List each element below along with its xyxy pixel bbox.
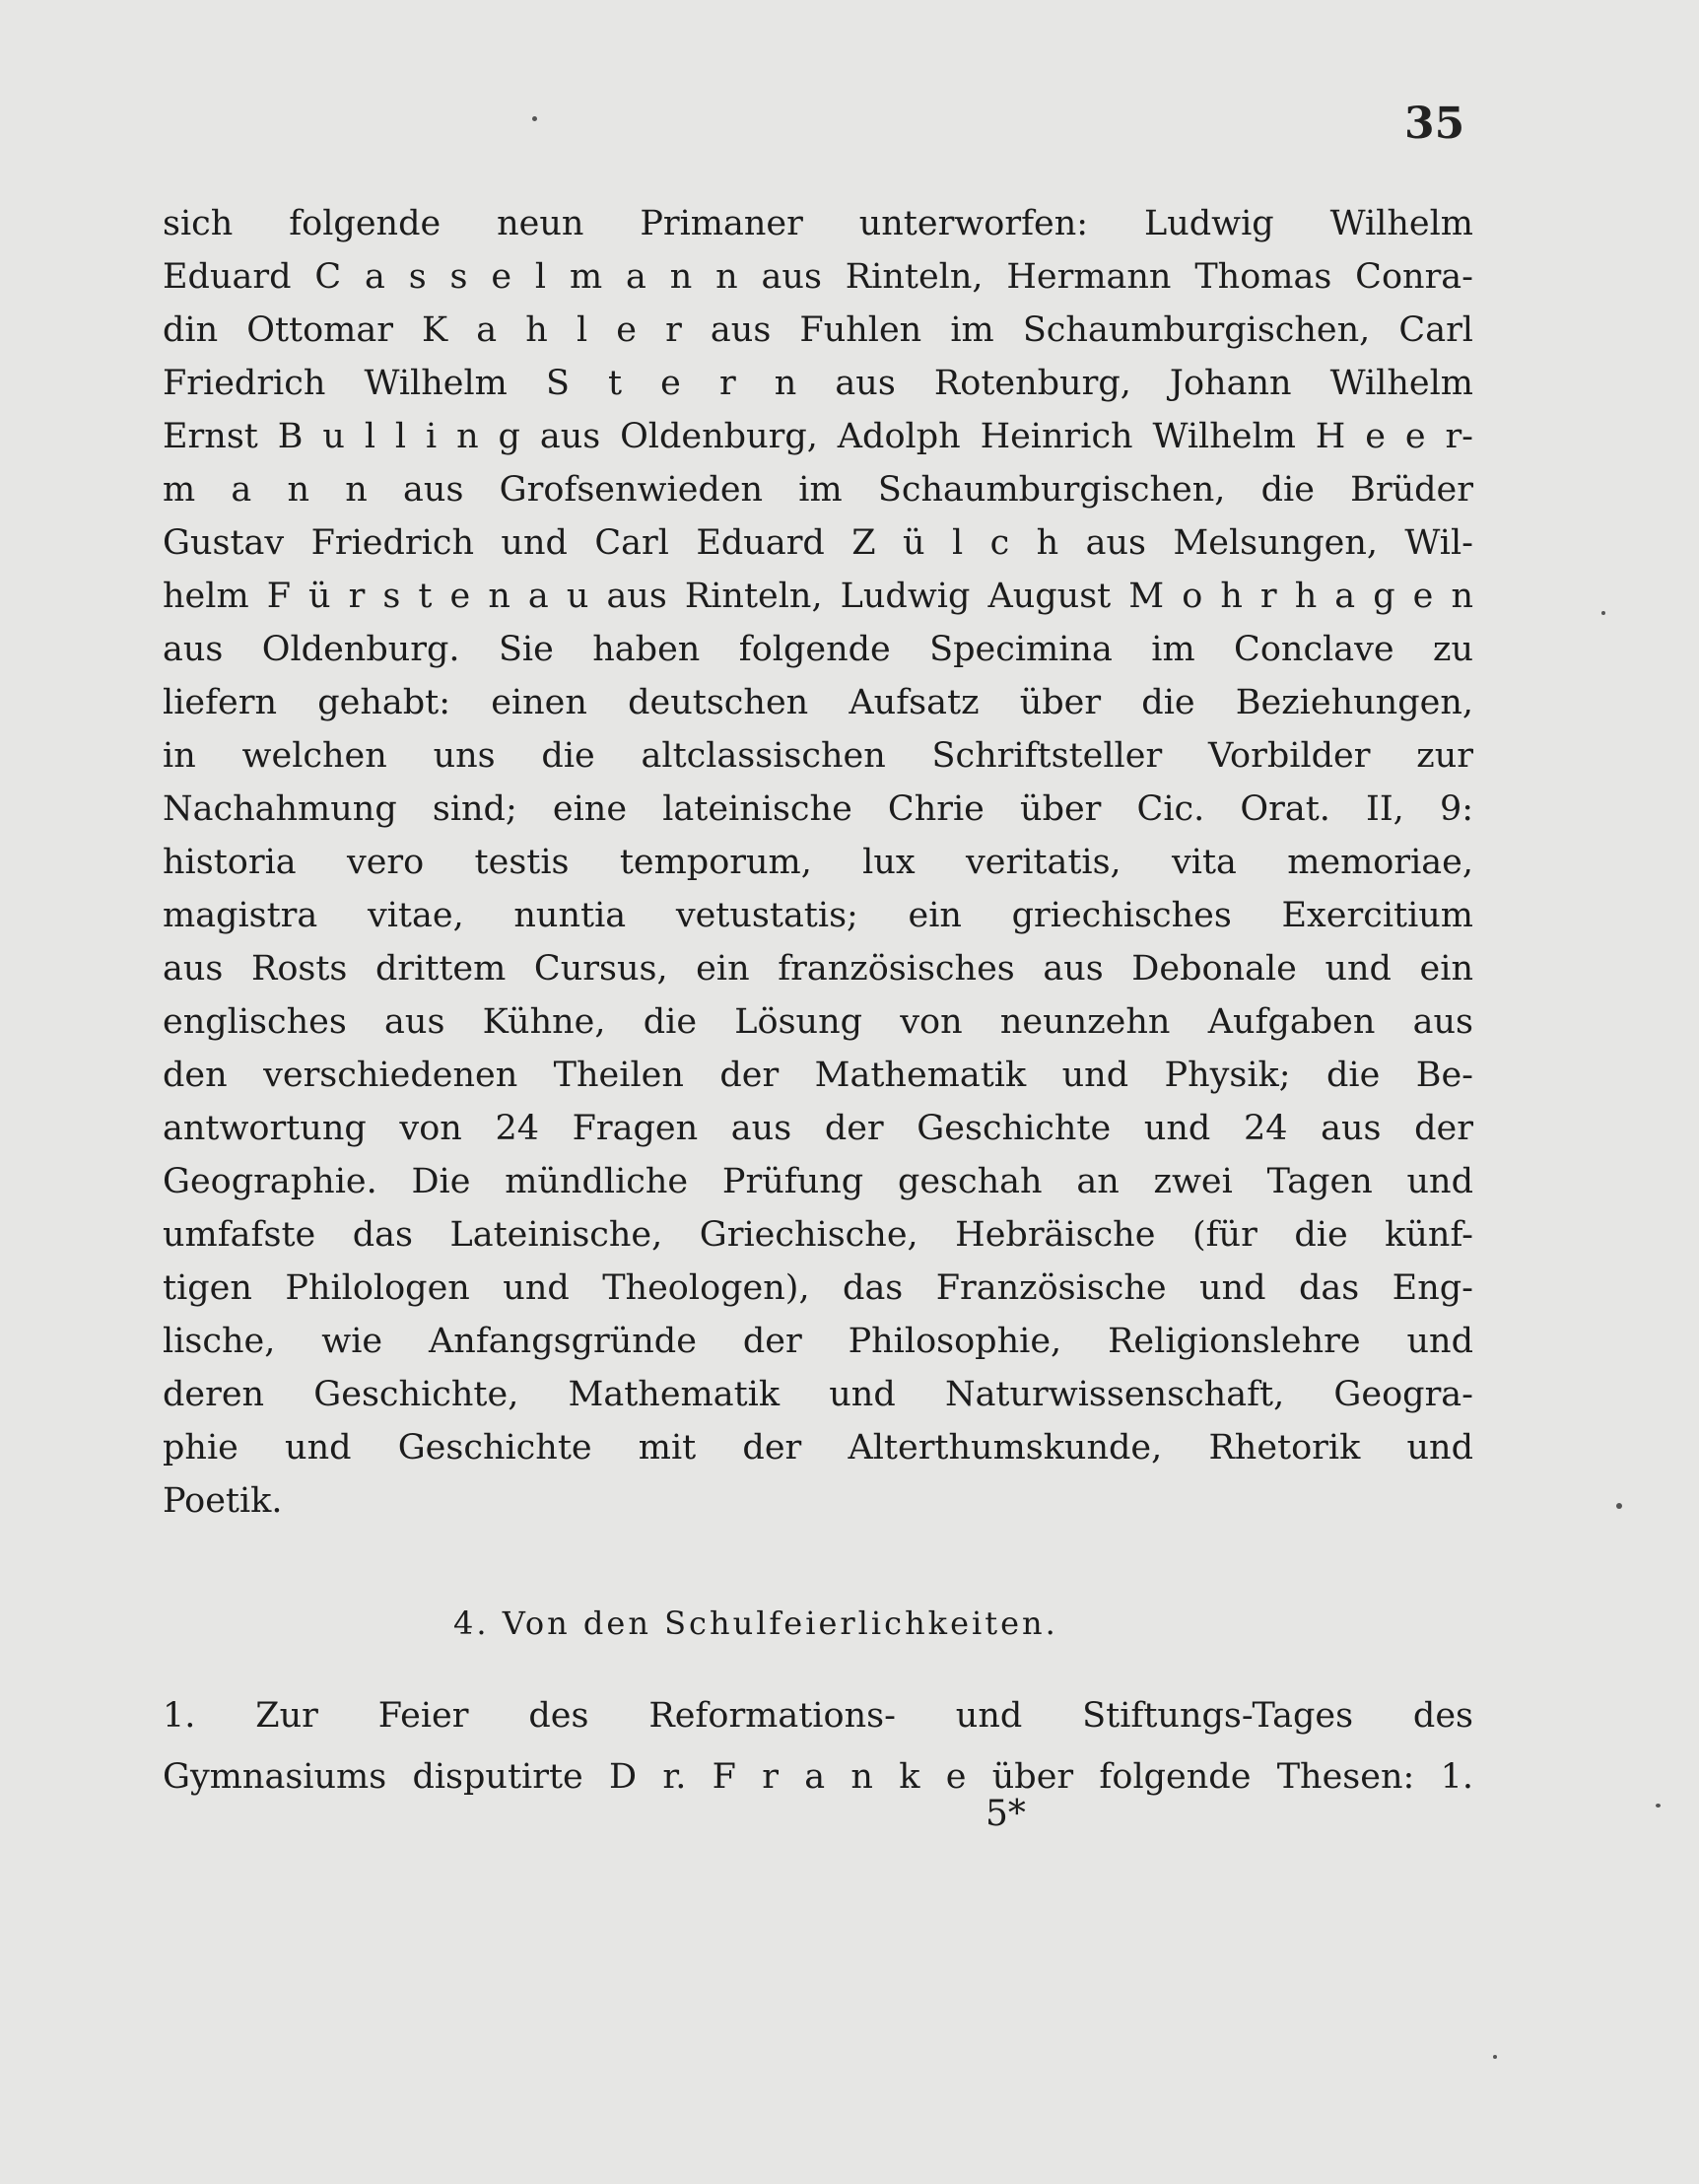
text-line: lische, wie Anfangsgründe der Philosophie, Religionslehre und: [163, 1322, 1473, 1361]
text-line: Poetik.: [163, 1481, 283, 1521]
text-line: Gymnasiums disputirte D r. F r a n k e über folgende Thesen: 1.: [163, 1757, 1473, 1797]
signature-mark: 5*: [985, 1794, 1026, 1834]
text-line: sich folgende neun Primaner unterworfen: Ludwig Wilhelm: [163, 204, 1473, 243]
text-line: in welchen uns die altclassischen Schriftsteller Vorbilder zur: [163, 736, 1473, 776]
text-line: m a n n aus Grofsenwieden im Schaumburgischen, die Brüder: [163, 470, 1473, 510]
ink-speck: [1656, 1804, 1661, 1808]
text-line: historia vero testis temporum, lux veritatis, vita memoriae,: [163, 843, 1473, 882]
text-line: helm F ü r s t e n a u aus Rinteln, Ludwig August M o h r h a g e n: [163, 577, 1473, 616]
text-line: Ernst B u l l i n g aus Oldenburg, Adolph Heinrich Wilhelm H e e r-: [163, 417, 1473, 456]
text-line: umfafste das Lateinische, Griechische, Hebräische (für die künf-: [163, 1215, 1473, 1255]
text-line: liefern gehabt: einen deutschen Aufsatz über die Beziehungen,: [163, 683, 1473, 722]
ink-speck: [1616, 1503, 1622, 1509]
text-line: Nachahmung sind; eine lateinische Chrie über Cic. Orat. II, 9:: [163, 789, 1473, 829]
paragraph-main: [163, 197, 1473, 1528]
ink-speck: [532, 116, 537, 121]
text-line: Gustav Friedrich und Carl Eduard Z ü l c h aus Melsungen, Wil-: [163, 523, 1473, 563]
ink-speck: [1493, 2055, 1497, 2059]
text-line: deren Geschichte, Mathematik und Naturwissenschaft, Geogra-: [163, 1375, 1473, 1414]
text-line: aus Rosts drittem Cursus, ein französisches aus Debonale und ein: [163, 949, 1473, 989]
text-line: magistra vitae, nuntia vetustatis; ein griechisches Exercitium: [163, 896, 1473, 935]
paragraph-section: [163, 1685, 1473, 1808]
text-line: Geographie. Die mündliche Prüfung geschah an zwei Tagen und: [163, 1162, 1473, 1201]
text-line: aus Oldenburg. Sie haben folgende Specimina im Conclave zu: [163, 630, 1473, 669]
text-line: den verschiedenen Theilen der Mathematik und Physik; die Be-: [163, 1056, 1473, 1095]
text-line: englisches aus Kühne, die Lösung von neunzehn Aufgaben aus: [163, 1002, 1473, 1042]
text-line: Friedrich Wilhelm S t e r n aus Rotenburg, Johann Wilhelm: [163, 364, 1473, 403]
text-line: phie und Geschichte mit der Alterthumskunde, Rhetorik und: [163, 1428, 1473, 1467]
text-line: tigen Philologen und Theologen), das Französische und das Eng-: [163, 1268, 1473, 1308]
text-line: antwortung von 24 Fragen aus der Geschichte und 24 aus der: [163, 1109, 1473, 1148]
text-line: Eduard C a s s e l m a n n aus Rinteln, Hermann Thomas Conra-: [163, 257, 1473, 297]
section-heading: 4. Von den Schulfeierlichkeiten.: [453, 1604, 1058, 1642]
text-line: din Ottomar K a h l e r aus Fuhlen im Schaumburgischen, Carl: [163, 310, 1473, 350]
ink-speck: [1601, 611, 1605, 615]
text-line: 1. Zur Feier des Reformations- und Stiftungs-Tages des: [163, 1696, 1473, 1736]
page-number: 35: [1404, 99, 1465, 149]
